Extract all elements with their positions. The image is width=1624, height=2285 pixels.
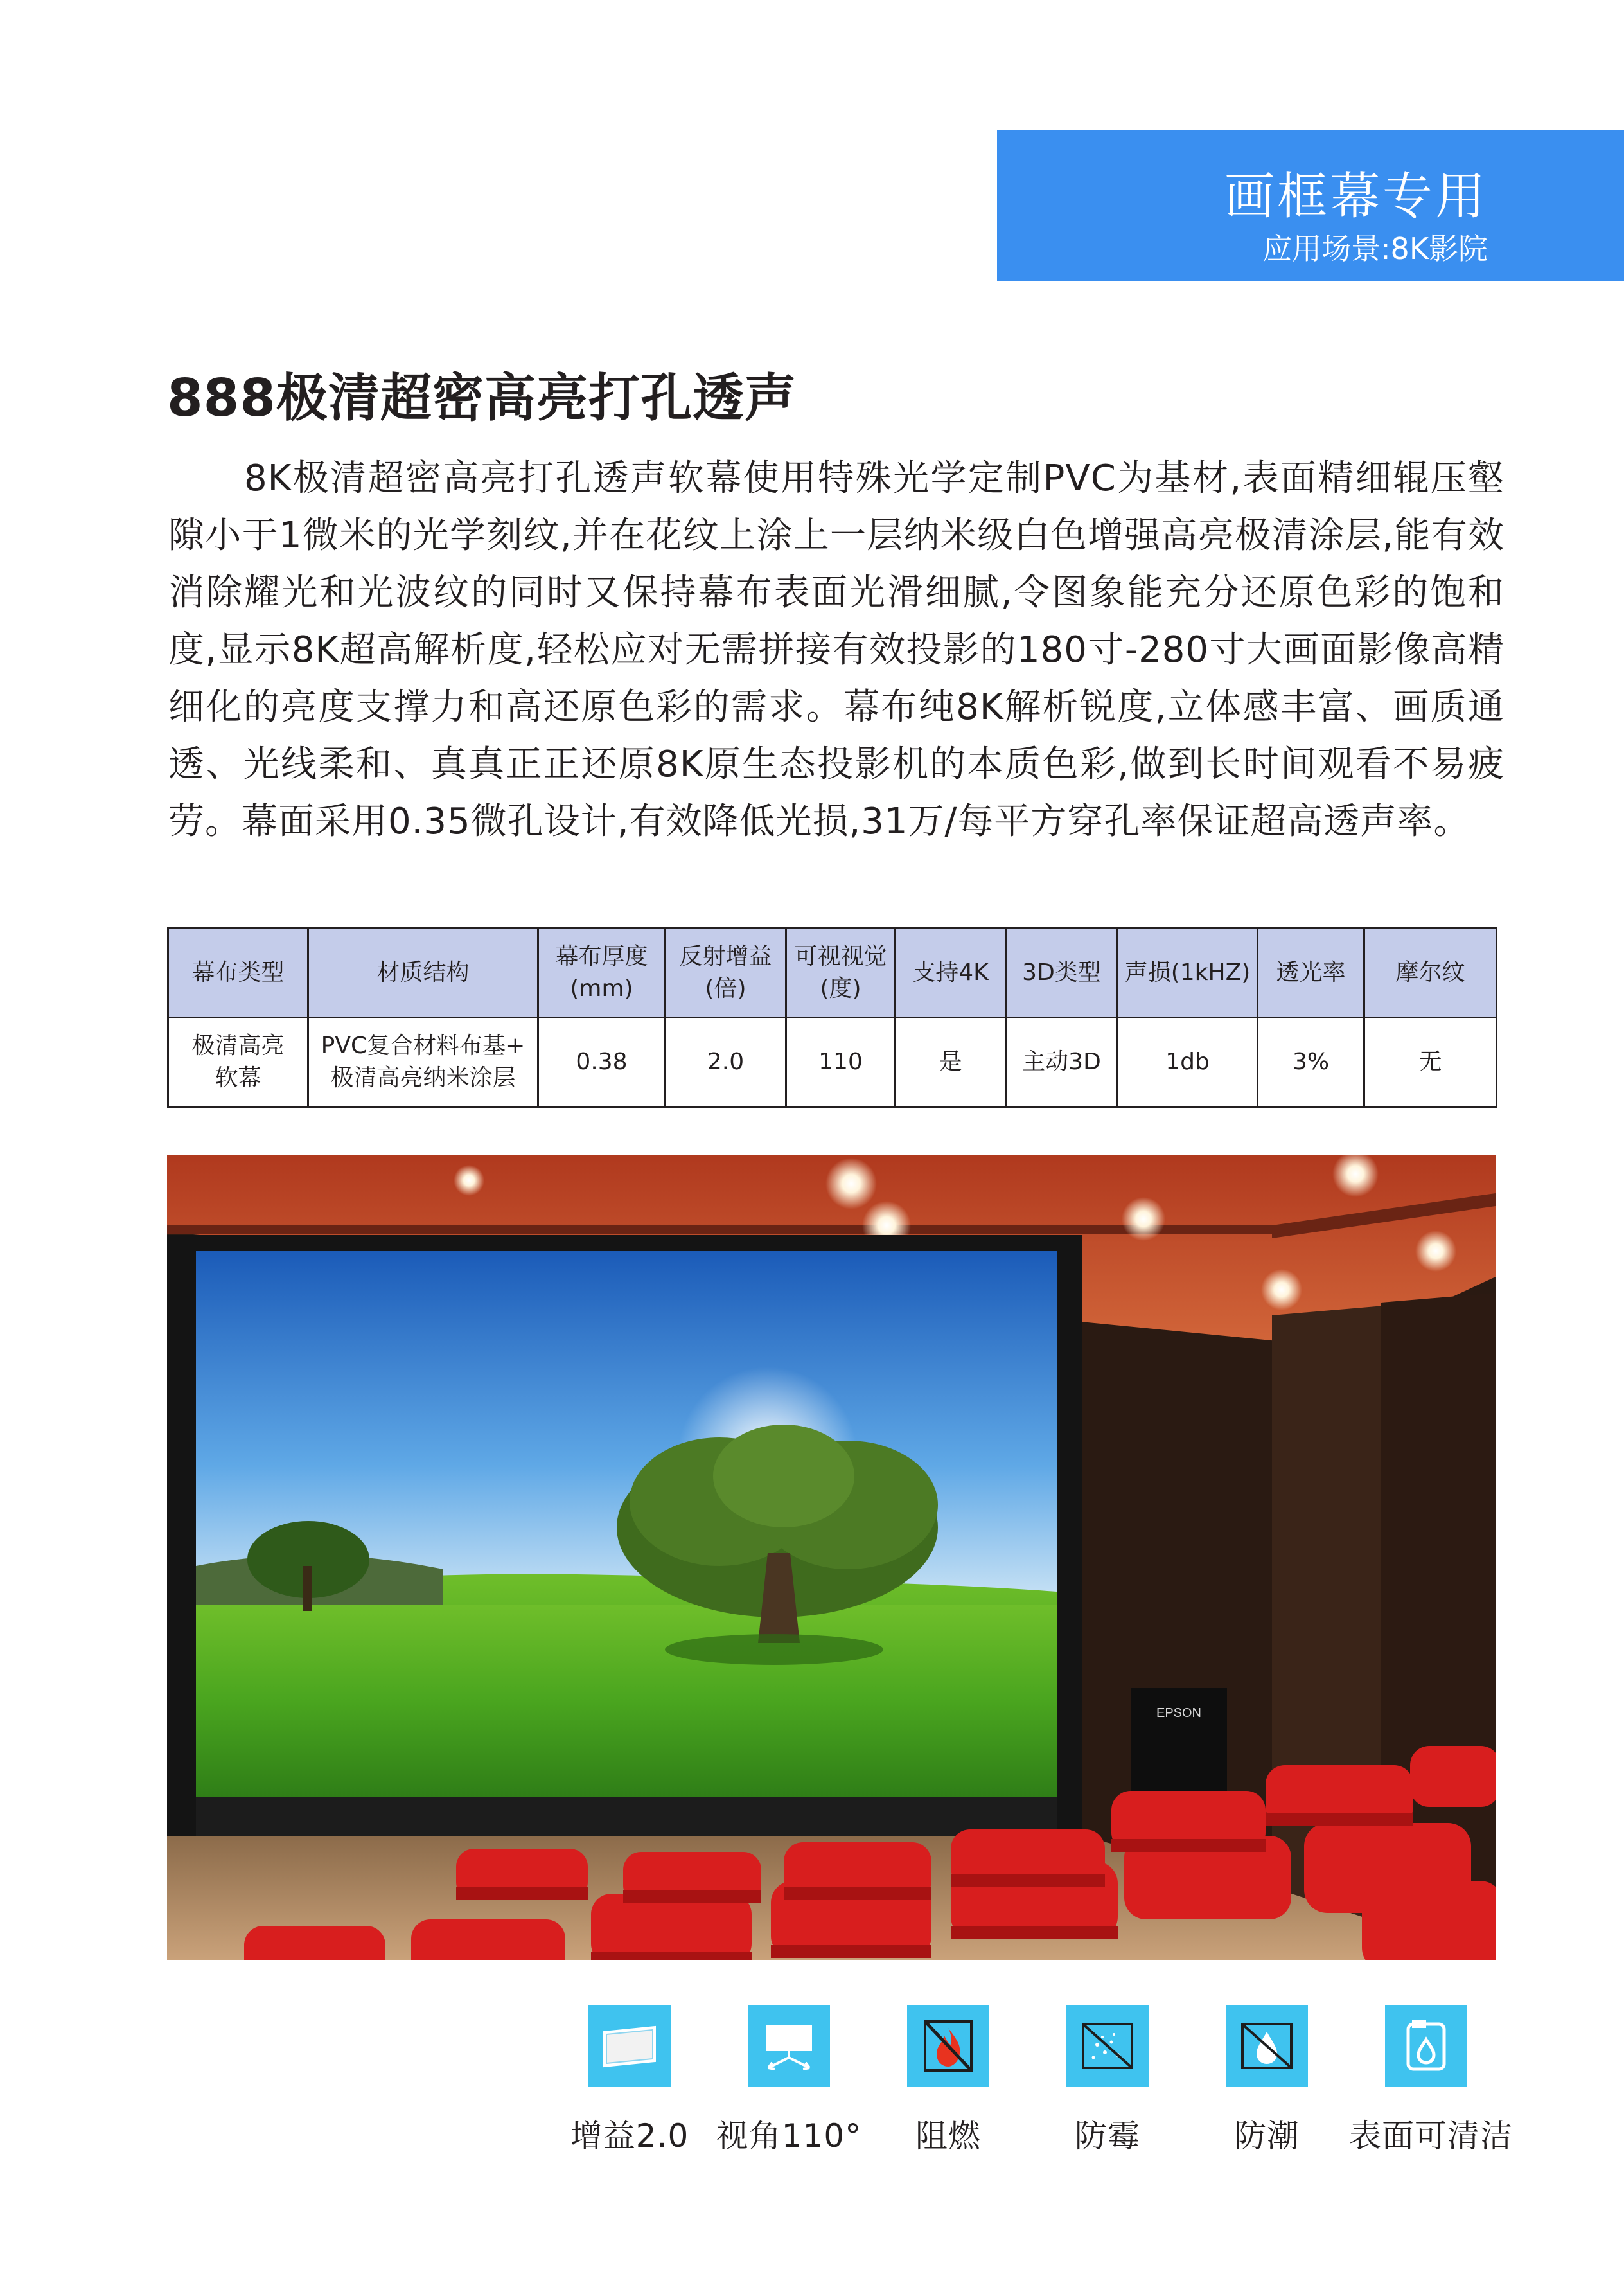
header-gain: [666, 929, 786, 1018]
header-unit: (mm): [570, 975, 633, 1002]
feature-label: 表面可清洁: [1349, 2117, 1513, 2155]
cell-transmittance: 3%: [1258, 1018, 1364, 1107]
header-transmittance: [1258, 929, 1364, 1018]
feature-label: 视角110°: [716, 2117, 862, 2155]
home-theater-photo: [167, 1155, 1496, 1960]
header-moire: [1364, 929, 1497, 1018]
feature-gain: [552, 2005, 707, 2156]
header-unit: (倍): [705, 975, 746, 1002]
feature-list: [552, 2005, 1513, 2172]
feature-viewing-angle: [712, 2005, 866, 2156]
cell-screen-type: [168, 1018, 308, 1107]
feature-flame-retardant: [871, 2005, 1025, 2156]
header-screen-type: [168, 929, 308, 1018]
feature-label: 增益2.0: [570, 2117, 689, 2155]
feature-label: 防霉: [1075, 2117, 1140, 2155]
header-sound-loss: [1118, 929, 1258, 1018]
header-line: 反射增益: [679, 943, 772, 970]
feature-label: 防潮: [1234, 2117, 1300, 2155]
washable-surface-icon: [1385, 2005, 1467, 2087]
header-4k: [896, 929, 1006, 1018]
cell-line: PVC复合材料布基+: [321, 1033, 525, 1059]
cell-material: [308, 1018, 538, 1107]
header-line: 3D类型: [1022, 959, 1101, 986]
cell-sound-loss: 1db: [1118, 1018, 1258, 1107]
spec-table: [167, 927, 1497, 1108]
header-line: 摩尔纹: [1395, 959, 1465, 986]
feature-label: 阻燃: [915, 2117, 981, 2155]
header-line: 支持4K: [912, 959, 989, 986]
cell-moire: 无: [1364, 1018, 1497, 1107]
header-3d-type: [1006, 929, 1118, 1018]
header-line: 幕布类型: [191, 959, 285, 986]
anti-mildew-icon: [1066, 2005, 1149, 2087]
cell-3d-type: 主动3D: [1006, 1018, 1118, 1107]
cell-thickness: 0.38: [538, 1018, 666, 1107]
feature-moisture-proof: [1190, 2005, 1344, 2156]
header-line: 材质结构: [376, 959, 470, 986]
cell-viewing-angle: 110: [786, 1018, 896, 1107]
projector-brand: EPSON: [1156, 1706, 1202, 1720]
header-line: 可视视觉: [794, 943, 887, 970]
header-line: 幕布厚度: [555, 943, 648, 970]
banner-subtitle: 应用场景:8K影院: [1262, 231, 1488, 266]
header-thickness: [538, 929, 666, 1018]
cell-gain: 2.0: [666, 1018, 786, 1107]
cell-line: 极清高亮纳米涂层: [330, 1065, 516, 1091]
moisture-proof-icon: [1226, 2005, 1308, 2087]
feature-anti-mildew: [1030, 2005, 1185, 2156]
cell-4k: 是: [896, 1018, 1006, 1107]
header-line: 透光率: [1276, 959, 1346, 986]
product-title: 888极清超密高亮打孔透声: [167, 368, 797, 428]
header-material: [308, 929, 538, 1018]
header-line: 声损(1kHZ): [1124, 959, 1251, 986]
feature-washable: [1349, 2005, 1513, 2156]
cell-line: 软幕: [215, 1065, 261, 1091]
header-unit: (度): [820, 975, 861, 1002]
banner-title: 画框幕专用: [1224, 168, 1488, 226]
cell-line: 极清高亮: [191, 1033, 285, 1059]
screen-gain-icon: [588, 2005, 671, 2087]
flame-retardant-icon: [907, 2005, 989, 2087]
category-banner: [997, 130, 1624, 281]
spec-table-header-row: [168, 929, 1497, 1018]
viewing-angle-icon: [748, 2005, 830, 2087]
product-description: 8K极清超密高亮打孔透声软幕使用特殊光学定制PVC为基材,表面精细辊压壑隙小于1微米的光学刻纹,并在花纹上涂上一层纳米级白色增强高亮极清涂层,能有效消除耀光和光波纹的同时又保持幕布表面光滑细腻,令图象能充分还原色彩的饱和度,显示8K超高解析度,轻松应对无需拼接有效投影的180寸-280寸大画面影像高精细化的亮度支撑力和高还原色彩的需求。幕布纯8K解析锐度,立体感丰富、画质通透、光线柔和、真真正正还原8K原生态投影机的本质色彩,做到长时间观看不易疲劳。幕面采用0.35微孔设计,有效降低光损,31万/每平方穿孔率保证超高透声率。: [168, 458, 1505, 842]
header-viewing-angle: [786, 929, 896, 1018]
table-row: [168, 1018, 1497, 1107]
